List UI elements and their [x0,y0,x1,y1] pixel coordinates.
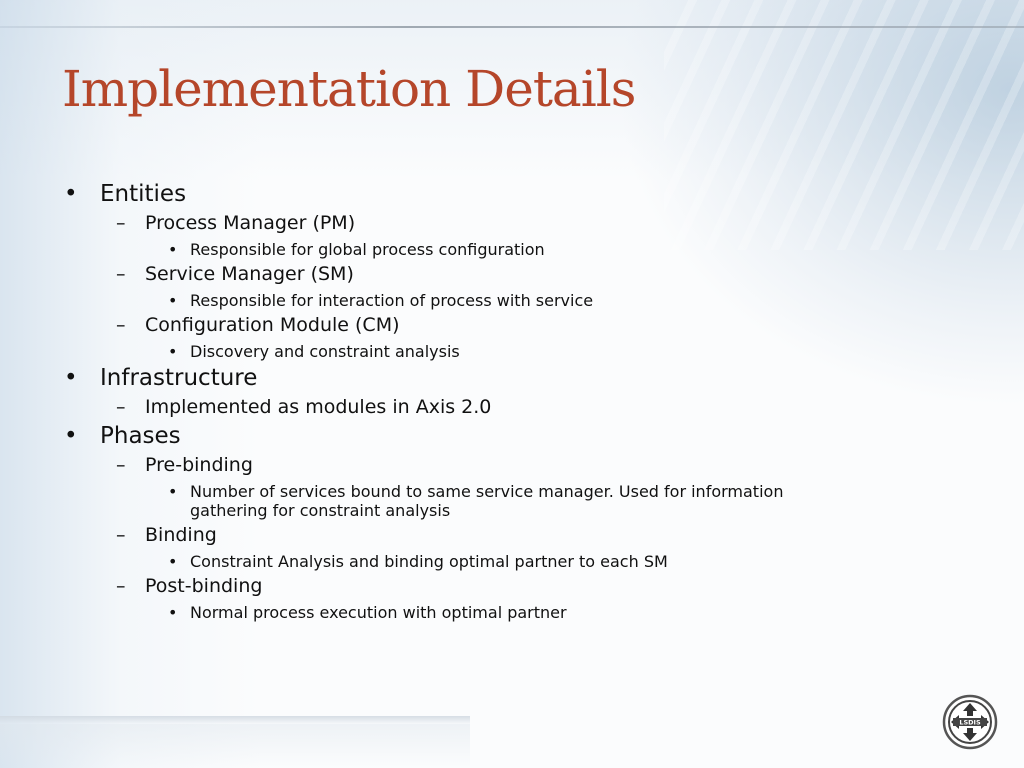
dash-marker: – [116,454,126,476]
bullet-marker: • [168,603,178,622]
bullet-marker: • [168,291,178,310]
bullet-phases [64,423,181,449]
bullet-text: Infrastructure [100,365,258,391]
corner-decoration [664,0,1024,250]
sub-bullet-postbinding [116,575,263,597]
detail-text: Normal process execution with optimal partner [190,603,567,622]
bullet-text: Phases [100,423,181,449]
bullet-marker: • [64,181,78,207]
detail-text: Responsible for interaction of process with service [190,291,594,310]
sub-bullet-text: Process Manager (PM) [145,212,356,234]
dash-marker: – [116,263,126,285]
bullet-marker: • [168,482,178,501]
detail-text: Number of services bound to same service manager. Used for information [190,482,784,501]
dash-marker: – [116,212,126,234]
bullet-marker: • [64,365,78,391]
detail-prebinding-continued [190,501,450,520]
sub-bullet-text: Post-binding [145,575,263,597]
lsdis-logo-icon [942,694,998,750]
sub-bullet-text: Service Manager (SM) [145,263,354,285]
detail-sm [168,291,594,310]
detail-binding [168,552,668,571]
bottom-fade [0,724,470,768]
sub-bullet-text: Pre-binding [145,454,253,476]
slide-title: Implementation Details [62,60,636,118]
detail-postbinding [168,603,567,622]
detail-text: Constraint Analysis and binding optimal partner to each SM [190,552,668,571]
bullet-marker: • [168,552,178,571]
sub-bullet-text: Configuration Module (CM) [145,314,400,336]
sub-bullet-text: Binding [145,524,217,546]
detail-text: Responsible for global process configuration [190,240,545,259]
sub-bullet-prebinding [116,454,253,476]
detail-cm [168,342,460,361]
bullet-marker: • [168,342,178,361]
logo-text: LSDIS [959,718,981,727]
bullet-text: Entities [100,181,187,207]
dash-marker: – [116,314,126,336]
bullet-entities [64,181,187,207]
sub-bullet-sm [116,263,354,285]
sub-bullet-binding [116,524,217,546]
sub-bullet-pm [116,212,356,234]
sub-bullet-text: Implemented as modules in Axis 2.0 [145,396,492,418]
detail-pm [168,240,545,259]
bullet-marker: • [168,240,178,259]
bullet-infrastructure [64,365,258,391]
bottom-divider [0,716,470,724]
dash-marker: – [116,396,126,418]
top-divider [0,26,1024,28]
bullet-marker: • [64,423,78,449]
sub-bullet-cm [116,314,400,336]
detail-text: Discovery and constraint analysis [190,342,460,361]
dash-marker: – [116,575,126,597]
sub-bullet-axis [116,396,492,418]
detail-text: gathering for constraint analysis [190,501,451,520]
dash-marker: – [116,524,126,546]
detail-prebinding [168,482,784,501]
